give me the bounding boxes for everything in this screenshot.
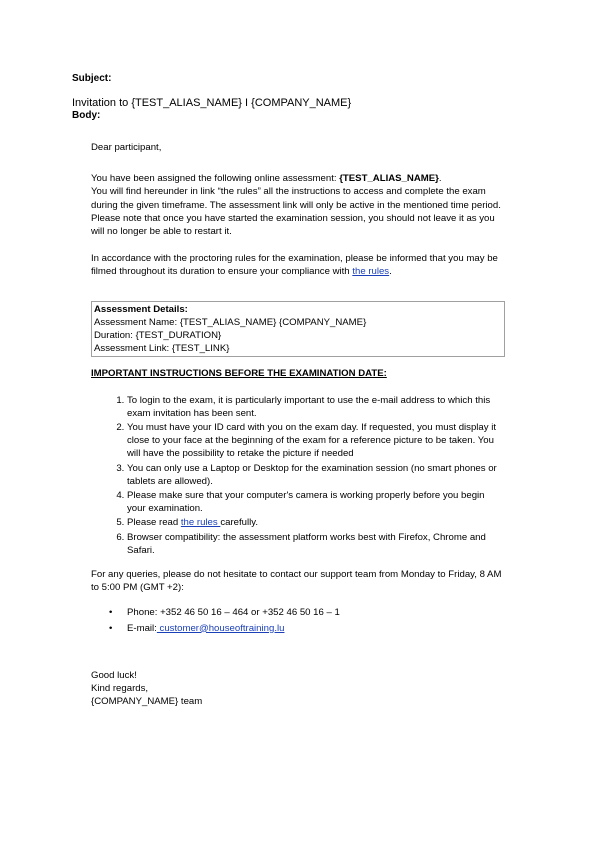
support-paragraph: For any queries, please do not hesitate to contact our support team from Monday to Friday, 8 AM to 5:00 PM (GMT +2): (91, 569, 502, 594)
session-warning-paragraph: Please note that once you have started the examination session, you should not leave it as you will no longer be able to restart it. (91, 212, 495, 238)
assignment-suffix: . (438, 173, 442, 185)
rules-paragraph: You will find hereunder in link “the rules” all the instructions to access and complete the exam during the given timeframe. The assessment link will only be active in the mentioned time period. (91, 186, 501, 211)
proctoring-suffix: . (389, 266, 392, 278)
good-luck: Good luck! (91, 669, 137, 681)
subject-value: Invitation to {TEST_ALIAS_NAME} I {COMPANY_NAME} (72, 97, 352, 109)
email-contact (127, 622, 505, 635)
read-rules-text: Please read (127, 517, 181, 529)
instruction-item (127, 516, 505, 529)
greeting: Dear participant, (91, 142, 162, 153)
contacts-list (91, 606, 505, 634)
email-label: E-mail: (127, 622, 157, 634)
assessment-details-box (91, 301, 505, 358)
instruction-item: 1. To login to the exam, it is particularly important to use the e-mail address to which this exam invitation has been sent. (127, 394, 505, 420)
phone-contact: • Phone: +352 46 50 16 – 464 or +352 46 50 16 – 1 (127, 606, 505, 619)
test-alias-name: {TEST_ALIAS_NAME} (339, 173, 439, 185)
kind-regards: Kind regards, (91, 683, 149, 695)
email-body (91, 141, 505, 709)
proctoring-paragraph (91, 252, 505, 278)
signoff (91, 669, 505, 695)
body-label: Body: (72, 110, 101, 121)
support-email-link[interactable]: customer@houseoftraining.lu (156, 622, 285, 634)
instruction-item: 3. You can only use a Laptop or Desktop for the examination session (no smart phones or tablets are allowed). (127, 462, 505, 488)
instructions-title: IMPORTANT INSTRUCTIONS BEFORE THE EXAMINATION DATE: (91, 368, 387, 380)
subject-label: Subject: (72, 73, 112, 84)
instructions-list (91, 394, 505, 557)
proctoring-text: In accordance with the proctoring rules for the examination, please be informed that you may be filmed throughout its duration to ensure your compliance with (91, 253, 498, 278)
assignment-text: You have been assigned the following online assessment: (91, 173, 340, 185)
assessment-link: Assessment Link: {TEST_LINK} (94, 343, 230, 355)
instruction-item: 6. Browser compatibility: the assessment platform works best with Firefox, Chrome and Safari. (127, 531, 505, 557)
the-rules-link[interactable]: the rules (352, 266, 390, 278)
assessment-details-title: Assessment Details: (94, 303, 188, 315)
the-rules-link-instructions[interactable]: the rules (180, 517, 221, 529)
read-rules-suffix: carefully. (220, 517, 259, 529)
assessment-duration: Duration: {TEST_DURATION} (94, 330, 222, 342)
instruction-item: 4. Please make sure that your computer's camera is working properly before you begin your examination. (127, 489, 505, 515)
instruction-item: 2. You must have your ID card with you on the exam day. If requested, you must display it close to your face at the beginning of the exam for a reference picture to be taken. You will have the possibility to retake the picture if needed (127, 421, 505, 461)
assignment-paragraph (91, 172, 505, 185)
company-team: {COMPANY_NAME} team (91, 696, 203, 708)
assessment-name: Assessment Name: {TEST_ALIAS_NAME} {COMPANY_NAME} (94, 316, 367, 328)
